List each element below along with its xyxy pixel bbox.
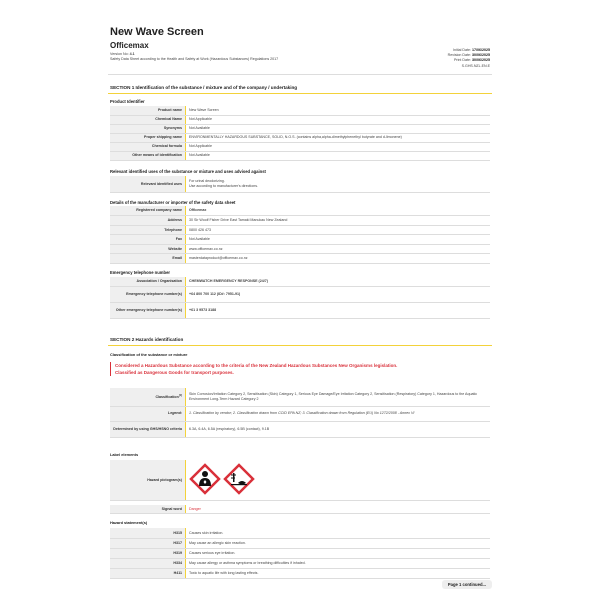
row-value: Not Available [186, 151, 491, 160]
row-label: Emergency telephone number(s) [110, 287, 186, 303]
hazard-text: Causes serious eye irritation. [186, 548, 491, 558]
row-label: Chemical Name [110, 115, 186, 124]
row-label: Relevant identified uses [110, 176, 186, 192]
row-label: Determined by using GHS/HSNO criteria [110, 421, 186, 437]
hazard-text: Causes skin irritation. [186, 528, 491, 538]
hazard-notice [110, 362, 485, 376]
signal-word: Danger [186, 505, 491, 513]
hazard-text: May cause allergy or asthma symptoms or breathing difficulties if inhaled. [186, 558, 491, 568]
product-identifier-table [110, 106, 490, 161]
table-row [110, 142, 490, 151]
sds-statement: Safety Data Sheet according to the Health and Safety at Work (Hazardous Substances) Regulations 2017 [110, 57, 279, 61]
table-row [110, 406, 490, 421]
row-label [110, 388, 186, 406]
hazard-notice-line: Classified as Dangerous Goods for transport purposes. [115, 370, 234, 375]
print-date: 30/06/2025 [472, 58, 490, 63]
emergency-table [110, 277, 490, 319]
table-row [110, 254, 490, 264]
table-row [110, 388, 490, 406]
table-row [110, 151, 490, 160]
hazard-code: H317 [110, 538, 186, 548]
table-row [110, 568, 490, 578]
hazard-statements-table [110, 528, 490, 579]
hazard-pictograms [189, 463, 259, 495]
table-row [110, 421, 490, 437]
manufacturer-heading: Details of the manufacturer or importer of the safety data sheet [110, 200, 236, 205]
table-row [110, 133, 490, 142]
row-label: Telephone [110, 225, 186, 235]
classification-sup: [1] [178, 394, 182, 398]
pictograms [186, 460, 491, 500]
table-row [110, 244, 490, 254]
row-label: Fax [110, 235, 186, 245]
company-name: Officemax [110, 41, 149, 50]
hazard-statements-heading: Hazard statement(s) [110, 520, 148, 525]
row-value: 6.3A, 6.4A, 6.5A (respiratory), 6.5B (contact), 9.1B [186, 421, 491, 437]
row-value: Not Available [186, 124, 491, 133]
row-label: Email [110, 254, 186, 264]
uses-heading: Relevant identified uses of the substance or mixture and uses advised against [110, 169, 266, 174]
uses-line: Use according to manufacturer's directions. [189, 183, 258, 188]
initial-date-label: Initial Date: [453, 48, 471, 52]
label-elements-heading: Label elements [110, 452, 139, 457]
section-divider [108, 93, 492, 94]
table-row [110, 538, 490, 548]
dates-block [448, 48, 490, 69]
page-continued-label: Page 1 continued... [442, 580, 492, 589]
classification-heading: Classification of the substance or mixture [110, 352, 188, 357]
product-identifier-heading: Product Identifier [110, 99, 145, 104]
table-row [110, 235, 490, 245]
classification-label: Classification [155, 395, 179, 400]
signal-word-table [110, 505, 490, 514]
version-label: Version No: [110, 52, 129, 56]
table-row [110, 277, 490, 287]
hazard-code: H315 [110, 528, 186, 538]
row-label: Product name [110, 106, 186, 115]
pictogram-table [110, 460, 490, 501]
table-row [110, 505, 490, 513]
environment-hazard-icon [225, 465, 253, 493]
section-divider [108, 345, 492, 346]
section-1-title: SECTION 1 Identification of the substance / mixture and of the company / undertaking [110, 85, 298, 90]
table-row [110, 124, 490, 133]
row-value: +61 3 9573 3188 [186, 303, 491, 319]
row-value: CHEMWATCH EMERGENCY RESPONSE (24/7) [186, 277, 491, 287]
row-value: +64 800 700 112 (ID#: 7951-91) [186, 287, 491, 303]
website-link[interactable]: www.officemax.co.nz [189, 246, 223, 251]
hazard-code: H334 [110, 558, 186, 568]
row-value: 30 Sir Woolf Fisher Drive East Tamaki Manukau New Zealand [186, 216, 491, 226]
row-label: Synonyms [110, 124, 186, 133]
row-value: 1. Classification by vendor; 2. Classification drawn from CCID EPA NZ; 3. Classification drawn from Regulation (EU) No 1272/2008 - Annex VI [186, 406, 491, 421]
row-label: Other emergency telephone number(s) [110, 303, 186, 319]
row-label: Registered company name [110, 206, 186, 216]
table-row [110, 460, 490, 500]
initial-date: 17/06/2025 [472, 48, 490, 52]
print-date-label: Print Date: [454, 58, 471, 63]
hazard-code: H319 [110, 548, 186, 558]
table-row [110, 206, 490, 216]
hazard-text: Toxic to aquatic life with long lasting effects. [186, 568, 491, 578]
health-hazard-icon [191, 465, 219, 493]
table-row [110, 115, 490, 124]
uses-table [110, 176, 490, 193]
table-row [110, 216, 490, 226]
row-value [186, 176, 491, 192]
table-row [110, 528, 490, 538]
row-label: Website [110, 244, 186, 254]
hazard-code: H411 [110, 568, 186, 578]
hazard-notice-line: Considered a Hazardous Substance according to the criteria of the New Zealand Hazardous Substances New Organisms legislation. [115, 363, 398, 368]
row-label: Other means of identification [110, 151, 186, 160]
divider [108, 74, 492, 75]
document-code: S.GHS.NZL.EN.E [461, 63, 490, 68]
row-value: Skin Corrosion/Irritation Category 2, Sensitisation (Skin) Category 1, Serious Eye Damage/Eye Irritation Category 2, Sensitisation (Respiratory) Category 1, Hazardous to the Aquatic Environment Long-Term Hazard Category 2 [186, 388, 491, 406]
row-label: Address [110, 216, 186, 226]
hazard-text: May cause an allergic skin reaction. [186, 538, 491, 548]
row-value: ENVIRONMENTALLY HAZARDOUS SUBSTANCE, SOLID, N.O.S. (contains alpha,alpha-dimethylphenethyl butyrate and d-limonene) [186, 133, 491, 142]
row-label: Association / Organisation [110, 277, 186, 287]
row-label: Chemical formula [110, 142, 186, 151]
table-row [110, 303, 490, 319]
manufacturer-table [110, 206, 490, 264]
row-value: Not Applicable [186, 115, 491, 124]
row-value: 0800 426 473 [186, 225, 491, 235]
document-title: New Wave Screen [110, 26, 204, 38]
table-row [110, 225, 490, 235]
email-value: masterdataproduct@officemax.co.nz [186, 254, 491, 264]
row-value: New Wave Screen [186, 106, 491, 115]
row-label: Proper shipping name [110, 133, 186, 142]
row-value: Not Applicable [186, 142, 491, 151]
classification-table [110, 388, 490, 438]
revision-date: 30/06/2025 [472, 53, 490, 58]
version-info [110, 52, 278, 62]
table-row [110, 176, 490, 192]
row-value: Not Available [186, 235, 491, 245]
table-row [110, 548, 490, 558]
section-2-title: SECTION 2 Hazards identification [110, 337, 184, 342]
table-row [110, 287, 490, 303]
row-value: Officemax [186, 206, 491, 216]
row-label: Legend: [110, 406, 186, 421]
row-label: Hazard pictogram(s) [110, 460, 186, 500]
version-number: 4.1 [129, 52, 135, 56]
table-row [110, 106, 490, 115]
table-row [110, 558, 490, 568]
uses-line: For urinal deodorizing. [189, 179, 225, 184]
revision-date-label: Revision Date: [447, 53, 471, 58]
row-label: Signal word [110, 505, 186, 513]
emergency-heading: Emergency telephone number [110, 270, 171, 275]
